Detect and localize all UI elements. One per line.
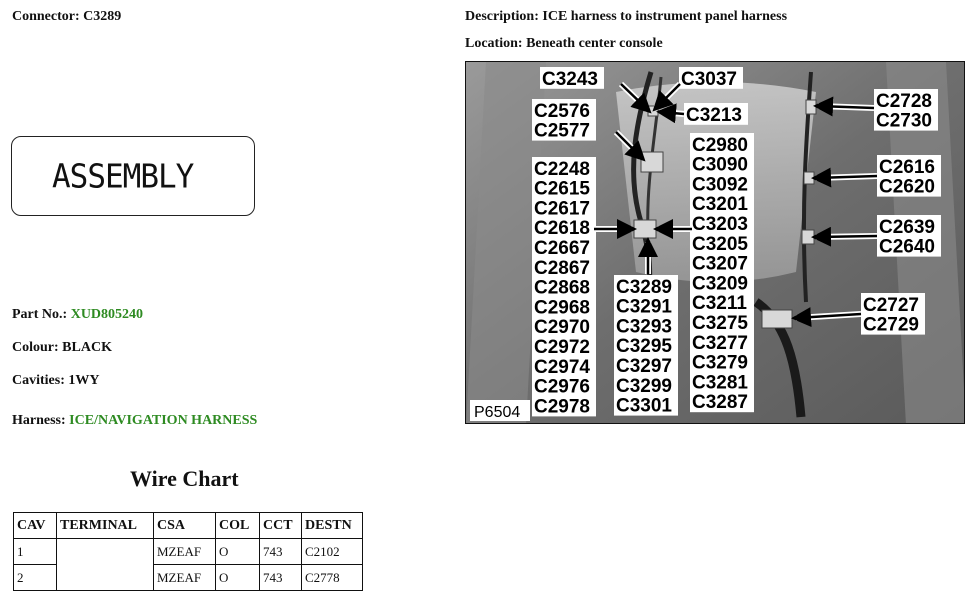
photo-connector <box>762 310 792 328</box>
header-col: COL <box>216 513 260 539</box>
figure-id: P6504 <box>474 404 521 421</box>
header-cct: CCT <box>260 513 302 539</box>
part-no-field <box>12 307 143 323</box>
description-field <box>465 9 787 25</box>
connector-callout[interactable]: C2620 <box>879 176 935 198</box>
part-no-value[interactable]: XUD805240 <box>70 307 144 322</box>
part-no-label: Part No.: <box>12 307 68 322</box>
callout-arrow <box>816 236 877 237</box>
cavities-value: 1WY <box>68 373 100 388</box>
assembly-text: ASSEMBLY <box>52 158 194 196</box>
cell-cct: 743 <box>260 565 302 591</box>
connector-callout[interactable]: C3293 <box>616 316 672 338</box>
connector-callout[interactable]: C3297 <box>616 356 672 377</box>
connector-callout[interactable]: C3205 <box>692 233 748 255</box>
connector-callout[interactable]: C3201 <box>692 194 748 216</box>
connector-callout[interactable]: C3203 <box>692 214 748 235</box>
harness-field <box>12 413 257 429</box>
connector-callout[interactable]: C3291 <box>616 296 672 318</box>
connector-callout[interactable]: C3277 <box>692 332 748 354</box>
colour-value: BLACK <box>62 340 112 355</box>
cell-destn[interactable]: C2778 <box>302 565 363 591</box>
connector-callout[interactable]: C2728 <box>876 90 932 112</box>
connector-callout[interactable]: C2976 <box>534 376 590 398</box>
connector-callout[interactable]: C2727 <box>863 294 919 316</box>
connector-callout[interactable]: C2618 <box>534 218 590 240</box>
cell-col: O <box>216 539 260 565</box>
colour-label: Colour: <box>12 340 59 355</box>
connector-callout[interactable]: C2968 <box>534 297 590 319</box>
cell-cav: 2 <box>14 565 57 591</box>
connector-callout[interactable]: C2639 <box>879 216 935 238</box>
connector-callout[interactable]: C2617 <box>534 198 590 220</box>
harness-label: Harness: <box>12 413 66 428</box>
connector-callout[interactable]: C3275 <box>692 313 748 334</box>
location-photo-svg <box>466 62 965 424</box>
connector-callout[interactable]: C3289 <box>616 276 672 298</box>
header-destn: DESTN <box>302 513 363 539</box>
photo-connector <box>634 220 656 238</box>
connector-callout[interactable]: C2576 <box>534 100 590 122</box>
cell-cav: 1 <box>14 539 57 565</box>
connector-callout[interactable]: C2248 <box>534 158 590 180</box>
connector-callout[interactable]: C3209 <box>692 273 748 295</box>
photo-connector <box>804 172 814 184</box>
photo-connector <box>802 230 814 244</box>
wire-chart-table <box>13 512 363 591</box>
connector-value: C3289 <box>83 9 122 24</box>
header-terminal: TERMINAL <box>57 513 154 539</box>
cell-destn[interactable]: C2102 <box>302 539 363 565</box>
connector-callout[interactable]: C3279 <box>692 352 748 374</box>
connector-callout[interactable]: C2640 <box>879 236 935 258</box>
connector-label: Connector: <box>12 9 80 24</box>
connector-callout[interactable]: C2615 <box>534 178 590 200</box>
connector-callout[interactable]: C2616 <box>879 156 935 178</box>
description-value: ICE harness to instrument panel harness <box>542 9 788 24</box>
connector-callout[interactable]: C2730 <box>876 110 932 132</box>
connector-callout[interactable]: C3243 <box>542 68 598 90</box>
connector-callout[interactable]: C3295 <box>616 336 672 358</box>
cell-cct: 743 <box>260 539 302 565</box>
connector-callout[interactable]: C3299 <box>616 375 672 397</box>
connector-field <box>12 9 121 25</box>
wire-chart-title: Wire Chart <box>130 466 239 491</box>
connector-callout[interactable]: C3090 <box>692 154 748 176</box>
wire-chart-header-row <box>14 513 363 539</box>
cell-terminal <box>57 539 154 591</box>
cell-col: O <box>216 565 260 591</box>
location-value: Beneath center console <box>526 36 663 51</box>
location-photo <box>465 61 965 424</box>
description-label: Description: <box>465 9 539 24</box>
connector-callout[interactable]: C3211 <box>692 293 747 315</box>
connector-callout[interactable]: C3213 <box>686 104 742 126</box>
connector-callout[interactable]: C3281 <box>692 372 748 394</box>
header-cav: CAV <box>14 513 57 539</box>
connector-callout[interactable]: C3207 <box>692 253 748 275</box>
location-label: Location: <box>465 36 523 51</box>
connector-callout[interactable]: C2577 <box>534 120 590 142</box>
connector-callout[interactable]: C2729 <box>863 314 919 336</box>
connector-callout[interactable]: C2667 <box>534 238 590 259</box>
cell-csa: MZEAF <box>154 565 216 591</box>
photo-connector <box>806 100 816 114</box>
connector-callout[interactable]: C2970 <box>534 317 590 339</box>
table-row <box>14 539 363 565</box>
cell-csa: MZEAF <box>154 539 216 565</box>
connector-callout[interactable]: C2978 <box>534 396 590 418</box>
location-field <box>465 36 663 52</box>
connector-callout[interactable]: C2974 <box>534 356 590 378</box>
connector-callout[interactable]: C3037 <box>681 68 737 90</box>
connector-callout[interactable]: C2980 <box>692 134 748 156</box>
header-csa: CSA <box>154 513 216 539</box>
connector-callout[interactable]: C3092 <box>692 174 748 196</box>
harness-value[interactable]: ICE/NAVIGATION HARNESS <box>69 413 258 428</box>
colour-field <box>12 340 112 356</box>
cavities-label: Cavities: <box>12 373 65 388</box>
cavities-field <box>12 373 100 389</box>
connector-callout[interactable]: C2868 <box>534 277 590 299</box>
connector-callout[interactable]: C3287 <box>692 392 748 414</box>
connector-callout[interactable]: C2867 <box>534 257 590 279</box>
connector-callout[interactable]: C2972 <box>534 337 590 358</box>
connector-callout[interactable]: C3301 <box>616 395 672 417</box>
photo-connector <box>641 152 663 172</box>
